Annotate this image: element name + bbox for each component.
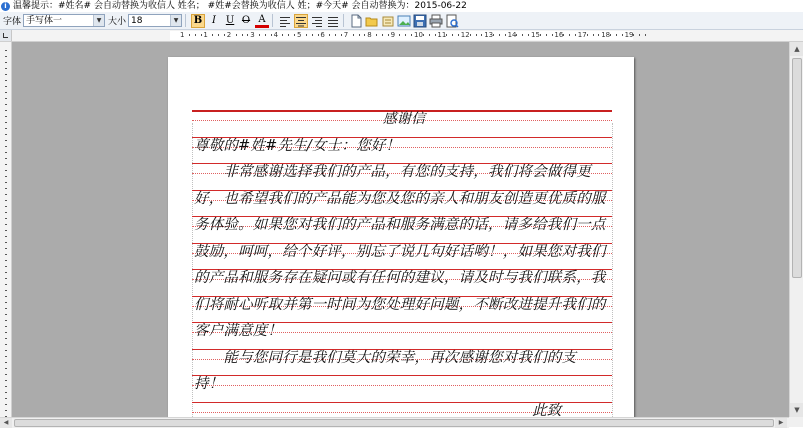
ruler-tick bbox=[5, 194, 7, 195]
align-left-icon[interactable] bbox=[278, 14, 292, 28]
ruler-tick bbox=[5, 320, 7, 321]
ruler-tick bbox=[318, 34, 319, 36]
letter-line: 务体验。如果您对我们的产品和服务满意的话，请多给我们一点 bbox=[194, 217, 606, 233]
tab-selector[interactable] bbox=[0, 30, 12, 41]
ruler-tick bbox=[359, 34, 360, 36]
ruler-tick bbox=[446, 34, 447, 36]
ruler-tick bbox=[5, 230, 7, 231]
ruler-tick bbox=[236, 34, 237, 36]
letter-line: 此致 bbox=[194, 402, 562, 417]
ruler-tick bbox=[5, 368, 7, 369]
ruler-tick bbox=[458, 34, 459, 36]
ruler-tick bbox=[353, 34, 354, 36]
ruler-number: 1 bbox=[180, 31, 185, 39]
ruler-tick bbox=[265, 34, 266, 36]
ruler-tick bbox=[5, 104, 7, 105]
ruler-tick bbox=[5, 362, 7, 363]
letter-line: 持！ bbox=[194, 376, 224, 392]
ruler-tick bbox=[335, 34, 336, 36]
ruler-tick bbox=[224, 34, 225, 36]
ruler-tick bbox=[242, 34, 243, 36]
ruler-tick bbox=[476, 34, 477, 36]
ruler-tick bbox=[516, 34, 517, 36]
scroll-left-icon[interactable]: ◀ bbox=[0, 418, 12, 428]
size-label: 大小 bbox=[108, 17, 127, 27]
letter-line: 的产品和服务存在疑问或有任何的建议，请及时与我们联系，我 bbox=[194, 270, 606, 286]
ruler-tick bbox=[5, 290, 7, 291]
ruler-number: 16 bbox=[554, 31, 564, 39]
ruler-tick bbox=[5, 392, 7, 393]
ruler-tick bbox=[5, 110, 7, 111]
ruler-number: 11 bbox=[437, 31, 447, 39]
chevron-down-icon[interactable]: ▼ bbox=[170, 15, 181, 26]
ruler-tick bbox=[5, 350, 7, 351]
ruler-tick bbox=[563, 34, 564, 36]
ruler-tick bbox=[282, 34, 283, 36]
justify-icon[interactable] bbox=[326, 14, 340, 28]
ruler-number: 19 bbox=[624, 31, 634, 39]
horizontal-ruler[interactable] bbox=[0, 30, 803, 42]
ruler-tick bbox=[329, 34, 330, 36]
ruler-tick bbox=[5, 308, 7, 309]
info-icon: i bbox=[1, 2, 10, 11]
ruler-tick bbox=[195, 34, 196, 36]
font-select[interactable] bbox=[23, 14, 105, 27]
save-icon[interactable] bbox=[413, 14, 427, 28]
letter-line: 好，也希望我们的产品能为您及您的亲人和朋友创造更优质的服 bbox=[194, 190, 606, 207]
ruler-tick bbox=[499, 34, 500, 36]
ruler-tick bbox=[5, 410, 7, 411]
toolbar-separator bbox=[343, 14, 344, 27]
ruler-tick bbox=[5, 242, 7, 243]
ruler-tick bbox=[201, 34, 202, 36]
ruler-tick bbox=[388, 34, 389, 36]
ruler-number: 10 bbox=[414, 31, 423, 39]
align-center-icon[interactable] bbox=[294, 14, 308, 28]
ruler-tick bbox=[546, 34, 547, 36]
ruler-number: 4 bbox=[273, 31, 279, 39]
ruler-tick bbox=[212, 34, 213, 36]
vertical-scrollbar[interactable] bbox=[789, 42, 803, 417]
ruler-tick bbox=[382, 34, 383, 36]
ruler-tick bbox=[5, 356, 7, 357]
letter-line: 鼓励，呵呵，给个好评，别忘了说几句好话哟！，如果您对我们 bbox=[194, 243, 606, 260]
scroll-right-icon[interactable]: ▶ bbox=[775, 418, 787, 428]
ruler-tick bbox=[411, 34, 412, 36]
ruler-tick bbox=[598, 34, 599, 36]
ruler-tick bbox=[575, 34, 576, 36]
ruler-tick bbox=[218, 34, 219, 36]
ruler-tick bbox=[364, 34, 365, 36]
ruler-tick bbox=[5, 170, 7, 171]
ruler-tick bbox=[452, 34, 453, 36]
ruler-tick bbox=[5, 338, 7, 339]
ruler-tick bbox=[5, 332, 7, 333]
hint-text: 温馨提示：#姓名# 会自动替换为收信人 姓名； #姓#会替换为收信人 姓；#今天# 会自动替换为：2015-06-22 bbox=[13, 1, 467, 11]
toolbar-separator bbox=[185, 14, 186, 27]
ruler-tick bbox=[616, 34, 617, 36]
ruler-tick bbox=[5, 68, 7, 69]
format-toolbar bbox=[0, 12, 803, 30]
ruler-tick bbox=[5, 176, 7, 177]
ruler-number: 7 bbox=[343, 31, 349, 39]
ruler-number: 8 bbox=[367, 31, 372, 39]
ruler-number: 14 bbox=[507, 31, 517, 39]
ruler-number: 3 bbox=[250, 31, 255, 39]
size-select[interactable] bbox=[128, 14, 182, 27]
strikethrough-button[interactable]: O bbox=[241, 14, 251, 26]
ruler-tick bbox=[341, 34, 342, 36]
ruler-tick bbox=[5, 158, 7, 159]
ruler-tick bbox=[5, 146, 7, 147]
letter-line: 尊敬的#姓#先生/女士：您好！ bbox=[194, 137, 401, 154]
ruler-tick bbox=[5, 164, 7, 165]
scroll-down-icon[interactable]: ▼ bbox=[790, 403, 803, 417]
italic-button[interactable]: I bbox=[212, 14, 216, 26]
insert-image-icon[interactable] bbox=[397, 14, 411, 28]
ruler-tick bbox=[552, 34, 553, 36]
ruler-tick bbox=[5, 266, 7, 267]
ruler-tick bbox=[5, 386, 7, 387]
ruler-tick bbox=[5, 116, 7, 117]
ruler-number: 15 bbox=[531, 31, 540, 39]
ruler-tick bbox=[622, 34, 623, 36]
ruler-tick bbox=[5, 326, 7, 327]
ruler-tick bbox=[259, 34, 260, 36]
letter-page[interactable] bbox=[168, 57, 634, 417]
print-icon[interactable] bbox=[429, 14, 443, 28]
letter-line: 们将耐心听取并第一时间为您处理好问题，不断改进提升我们的 bbox=[194, 296, 606, 313]
ruler-tick bbox=[5, 128, 7, 129]
document-workspace bbox=[12, 42, 789, 417]
chevron-down-icon[interactable]: ▼ bbox=[93, 15, 104, 26]
ruler-tick bbox=[5, 200, 7, 201]
font-color-button[interactable]: A bbox=[255, 14, 269, 28]
letter-line: 能与您同行是我们莫大的荣幸，再次感谢您对我们的支 bbox=[194, 349, 577, 366]
ruler-tick bbox=[5, 404, 7, 405]
ruler-tick bbox=[5, 206, 7, 207]
ruler-number: 6 bbox=[320, 31, 325, 39]
underline-button[interactable]: U bbox=[225, 14, 235, 26]
ruler-tick bbox=[5, 284, 7, 285]
ruler-tick bbox=[587, 34, 588, 36]
ruler-tick bbox=[5, 92, 7, 93]
ruler-number: 18 bbox=[601, 31, 611, 39]
vertical-scroll-thumb[interactable] bbox=[792, 58, 802, 278]
ruler-tick bbox=[639, 34, 640, 36]
ruler-tick bbox=[528, 34, 529, 36]
ruler-number: 13 bbox=[484, 31, 494, 39]
horizontal-scrollbar[interactable] bbox=[0, 417, 789, 428]
ruler-tick bbox=[645, 34, 646, 36]
ruler-tick bbox=[5, 398, 7, 399]
ruler-tick bbox=[5, 236, 7, 237]
letter-title: 感谢信 bbox=[382, 111, 426, 127]
ruler-tick bbox=[435, 34, 436, 36]
ruler-tick bbox=[5, 314, 7, 315]
ruler-tick bbox=[5, 80, 7, 81]
ruler-tick bbox=[5, 254, 7, 255]
ruler-tick bbox=[306, 34, 307, 36]
ruler-tick bbox=[399, 34, 400, 36]
ruler-tick bbox=[294, 34, 295, 36]
ruler-tick bbox=[5, 56, 7, 57]
ruler-tick bbox=[429, 34, 430, 36]
ruler-tick bbox=[312, 34, 313, 36]
ruler-tick bbox=[5, 278, 7, 279]
ruler-tick bbox=[5, 296, 7, 297]
ruler-tick bbox=[610, 34, 611, 36]
ruler-number: 5 bbox=[297, 31, 302, 39]
scroll-up-icon[interactable]: ▲ bbox=[790, 42, 803, 56]
open-folder-icon[interactable] bbox=[365, 14, 379, 28]
ruler-tick bbox=[5, 302, 7, 303]
toolbar-separator bbox=[272, 14, 273, 27]
ruler-tick bbox=[5, 122, 7, 123]
ruler-tick bbox=[5, 74, 7, 75]
ruler-tick bbox=[271, 34, 272, 36]
ruler-tick bbox=[5, 374, 7, 375]
ruler-tick bbox=[633, 34, 634, 36]
letter-line: 非常感谢选择我们的产品，有您的支持，我们将会做得更 bbox=[194, 164, 591, 180]
align-right-icon[interactable] bbox=[310, 14, 324, 28]
ruler-tick bbox=[522, 34, 523, 36]
letter-line: 客户满意度！ bbox=[194, 323, 283, 339]
ruler-tick bbox=[247, 34, 248, 36]
ruler-tick bbox=[5, 260, 7, 261]
ruler-tick bbox=[470, 34, 471, 36]
ruler-number: 17 bbox=[577, 31, 587, 39]
bold-button[interactable]: B bbox=[191, 14, 205, 28]
size-select-value: 18 bbox=[131, 16, 143, 26]
ruler-tick bbox=[569, 34, 570, 36]
new-document-icon[interactable] bbox=[349, 14, 363, 28]
ruler-tick bbox=[5, 218, 7, 219]
stationery-icon[interactable] bbox=[381, 14, 395, 28]
left-margin-guide bbox=[192, 123, 193, 417]
font-label: 字体 bbox=[3, 17, 22, 27]
size-grip bbox=[789, 417, 803, 427]
ruler-tick bbox=[5, 272, 7, 273]
ruler-number: 2 bbox=[226, 31, 232, 39]
ruler-tick bbox=[5, 380, 7, 381]
ruler-tick bbox=[493, 34, 494, 36]
ruler-tick bbox=[5, 140, 7, 141]
ruler-tick bbox=[5, 248, 7, 249]
ruler-tick bbox=[5, 224, 7, 225]
ruler-tick bbox=[505, 34, 506, 36]
ruler-tick bbox=[423, 34, 424, 36]
ruler-tick bbox=[5, 188, 7, 189]
ruler-tick bbox=[5, 50, 7, 51]
hint-bar bbox=[0, 0, 803, 12]
ruler-tick bbox=[5, 134, 7, 135]
ruler-tick bbox=[5, 152, 7, 153]
ruler-tick bbox=[593, 34, 594, 36]
ruler-number: 12 bbox=[460, 31, 470, 39]
print-preview-icon[interactable] bbox=[445, 14, 459, 28]
ruler-tick bbox=[540, 34, 541, 36]
font-select-value: 手写体一 bbox=[26, 16, 63, 26]
vertical-ruler[interactable] bbox=[0, 42, 12, 417]
ruler-tick bbox=[5, 62, 7, 63]
ruler-number: 9 bbox=[390, 31, 396, 39]
ruler-tick bbox=[481, 34, 482, 36]
ruler-tick bbox=[405, 34, 406, 36]
ruler-tick bbox=[189, 34, 190, 36]
ruler-tick bbox=[5, 212, 7, 213]
ruler-number: 1 bbox=[203, 31, 208, 39]
ruler-tick bbox=[288, 34, 289, 36]
ruler-tick bbox=[5, 86, 7, 87]
ruler-tick bbox=[5, 182, 7, 183]
ruler-tick bbox=[5, 98, 7, 99]
horizontal-scroll-thumb[interactable] bbox=[14, 419, 774, 427]
ruler-tick bbox=[376, 34, 377, 36]
ruler-tick bbox=[5, 344, 7, 345]
